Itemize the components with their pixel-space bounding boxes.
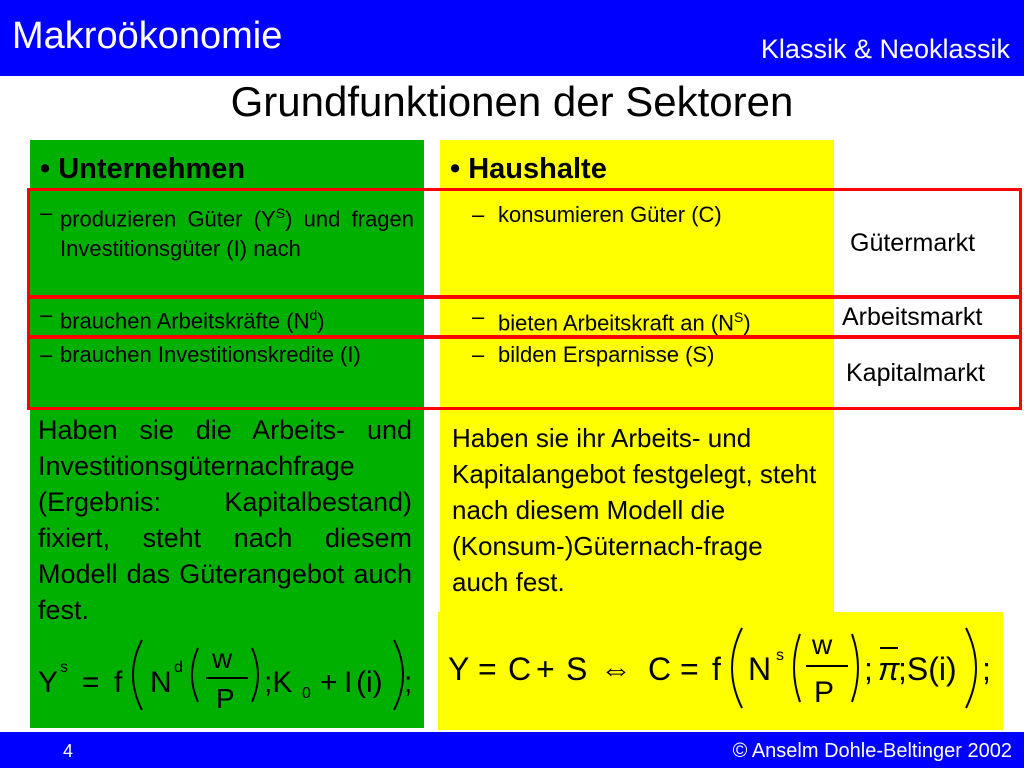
fr-semi2: ; [982, 651, 991, 687]
fr-w: w [812, 629, 833, 660]
fl-eq: = [82, 666, 100, 699]
fl-w: w [212, 643, 233, 674]
fl-s: s [60, 659, 68, 676]
fl-P: P [216, 683, 235, 714]
companies-item-2: – brauchen Arbeitskräfte $(N^d)$ [40, 302, 325, 334]
labor-market-label: Arbeitsmarkt [842, 303, 983, 331]
fl-f: f [114, 666, 123, 699]
header-bar [0, 0, 1024, 76]
fr-semi1: ; [864, 651, 873, 687]
fr-s: s [776, 647, 784, 664]
companies-item-1: – produzieren Güter $(Y^S)$ und fragen Investitionsgüter (I) nach [40, 200, 415, 262]
page-number: 4 [63, 741, 74, 761]
companies-paragraph: Haben sie die Arbeits- und Investitionsgüternachfrage (Ergebnis: Kapitalbestand) fixiert, steht nach diesem Modell das Güterangebot auch fest. [38, 415, 412, 625]
fr-pi: π [878, 651, 900, 687]
fl-semi: ; [404, 666, 413, 699]
households-item-3: – bilden Ersparnisse (S) [472, 342, 715, 367]
households-paragraph: Haben sie ihr Arbeits- und Kapitalangebot festgelegt, steht nach diesem Modell die (Konsum-)Güternach-frage auch fest. [452, 423, 817, 597]
households-item-1: – konsumieren Güter (C) [472, 202, 722, 227]
fr-plus: + [536, 651, 555, 687]
copyright: © Anselm Dohle-Beltinger 2002 [732, 740, 1012, 762]
page-title: Grundfunktionen der Sektoren [230, 78, 794, 125]
fr-P: P [814, 676, 835, 709]
fr-C2: C [648, 651, 672, 687]
households-heading: • Haushalte [450, 153, 607, 185]
fr-S1: S [566, 651, 588, 687]
companies-item-3: – brauchen Investitionskredite (I) [40, 342, 361, 367]
households-item-2: – bieten Arbeitskraft an $(N^S)$ [472, 304, 751, 336]
fl-d: d [174, 659, 183, 676]
companies-heading: • Unternehmen [40, 153, 246, 185]
section-title: Klassik & Neoklassik [760, 34, 1010, 64]
fr-C1: C [508, 651, 532, 687]
app-title: Makroökonomie [12, 15, 283, 57]
fl-N: N [150, 666, 172, 699]
households-formula-panel [438, 612, 1003, 730]
fl-i: (i) [356, 666, 383, 699]
fl-zero: 0 [302, 685, 311, 702]
fl-K: ;K [264, 666, 293, 699]
fr-N: N [748, 651, 772, 687]
capital-market-label: Kapitalmarkt [846, 359, 985, 387]
fr-eq2: = [680, 651, 699, 687]
fr-iff: ⇔ [600, 651, 632, 687]
footer-bar [0, 732, 1024, 768]
fr-Y: Y [448, 651, 470, 687]
fr-f: f [712, 651, 721, 687]
fl-Y: Y [38, 666, 59, 699]
fr-Si: ;S(i) [898, 651, 957, 687]
fr-eq1: = [478, 651, 497, 687]
fl-I: I [344, 666, 353, 699]
fl-plus: + [320, 666, 338, 699]
goods-market-label: Gütermarkt [850, 229, 976, 257]
